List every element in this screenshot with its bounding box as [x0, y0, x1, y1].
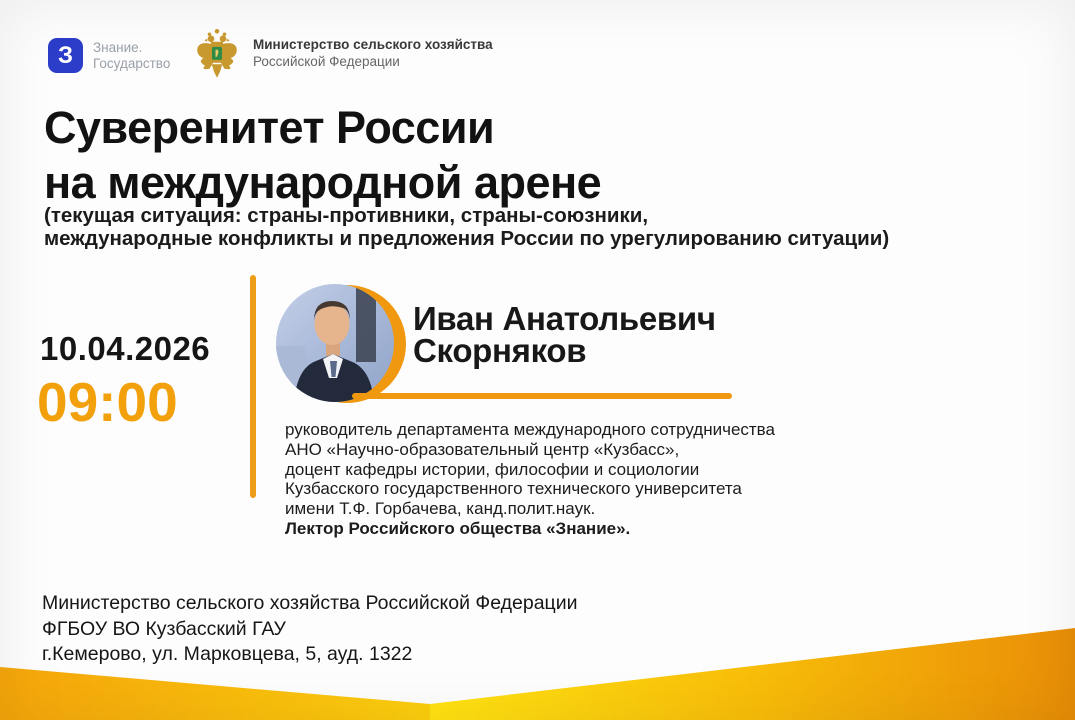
- bottom-ribbon: [0, 620, 1075, 720]
- znanie-line-1: Знание.: [93, 39, 143, 55]
- bio-lecturer-line: Лектор Российского общества «Знание».: [285, 518, 631, 538]
- speaker-name: [413, 300, 716, 369]
- event-time: 09:00: [37, 371, 178, 433]
- bio-line-2: АНО «Научно-образовательный центр «Кузбасс»,: [285, 439, 680, 459]
- venue-line-1: Министерство сельского хозяйства Российской Федерации: [42, 592, 578, 614]
- speaker-name-line-1: Иван Анатольевич: [413, 300, 716, 337]
- bio-line-3: доцент кафедры истории, философии и социологии: [285, 459, 700, 479]
- speaker-name-line-2: Скорняков: [413, 332, 587, 369]
- ministry-eagle-icon: [193, 28, 241, 78]
- ministry-logo: [193, 28, 493, 78]
- bio-line-4: Кузбасского государственного технического университета: [285, 479, 742, 499]
- znanie-logo-icon: З: [48, 38, 83, 73]
- znanie-line-2: Государство: [93, 55, 171, 71]
- speaker-photo: [276, 284, 394, 402]
- subtitle-line-1: (текущая ситуация: страны-противники, страны-союзники,: [44, 204, 649, 227]
- speaker-bio: [285, 420, 775, 539]
- event-date: 10.04.2026: [40, 330, 211, 367]
- speaker-portrait-image: [276, 284, 394, 402]
- venue-line-3: г.Кемерово, ул. Марковцева, 5, ауд. 1322: [42, 643, 413, 665]
- venue-line-2: ФГБОУ ВО Кузбасский ГАУ: [42, 617, 286, 640]
- title-line-1: Суверенитет России: [44, 102, 495, 153]
- event-subtitle: [44, 204, 889, 250]
- ministry-line-1: Министерство сельского хозяйства: [253, 37, 493, 52]
- znanie-logo-text: [93, 40, 170, 72]
- subtitle-line-2: международные конфликты и предложения России по урегулированию ситуации): [44, 227, 890, 250]
- znanie-logo: [48, 38, 170, 73]
- title-line-2: на международной арене: [44, 157, 602, 208]
- event-title: [44, 100, 601, 210]
- ministry-text: [253, 36, 493, 70]
- ministry-line-2: Российской Федерации: [253, 54, 400, 69]
- bio-line-5: имени Т.Ф. Горбачева, канд.полит.наук.: [285, 499, 596, 519]
- name-underline-accent: [352, 393, 732, 399]
- event-datetime: [37, 330, 211, 434]
- bio-line-1: руководитель департамента международного сотрудничества: [285, 420, 775, 439]
- vertical-divider: [250, 275, 256, 498]
